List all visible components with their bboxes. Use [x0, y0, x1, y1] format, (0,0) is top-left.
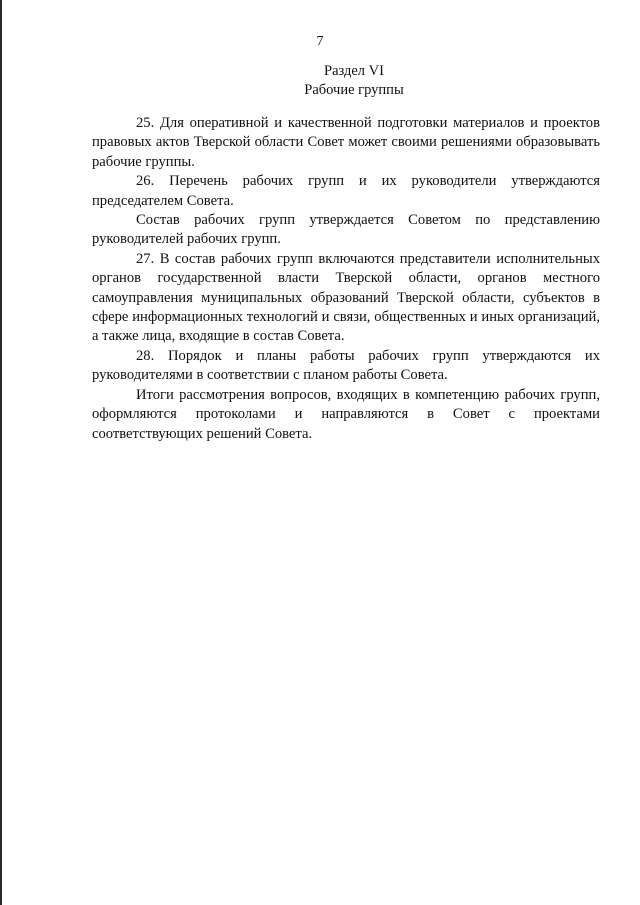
page-number: 7 — [316, 34, 324, 49]
section-title: Раздел VI — [324, 63, 384, 79]
scan-left-edge — [0, 0, 2, 905]
paragraph-28: 28. Порядок и планы работы рабочих групп утверждаются их руководителями в соответствии с планом работы Совета. — [92, 347, 600, 384]
paragraph-26-composition: Состав рабочих групп утверждается Советом по представлению руководителей рабочих групп. — [92, 212, 600, 248]
paragraph-28-results: Итоги рассмотрения вопросов, входящих в компетенцию рабочих групп, оформляются протоколами и направляются в Совет с проектами соответствующих решений Совета. — [92, 386, 600, 442]
section-subtitle: Рабочие группы — [304, 82, 404, 98]
paragraph-27: 27. В состав рабочих групп включаются представители исполнительных органов государственной власти Тверской области, органов местного самоуправления муниципальных образований Тверской области, субъектов в сфере информационных технологий и связи, общественных и иных организаций, а также лица, входящие в состав Совета. — [92, 250, 600, 345]
paragraph-26: 26. Перечень рабочих групп и их руководители утверждаются председателем Совета. — [92, 173, 600, 209]
paragraph-25: 25. Для оперативной и качественной подготовки материалов и проектов правовых актов Тверской области Совет может своими решениями образовывать рабочие группы. — [92, 115, 600, 170]
document-body — [92, 114, 600, 444]
section-heading — [0, 62, 640, 100]
